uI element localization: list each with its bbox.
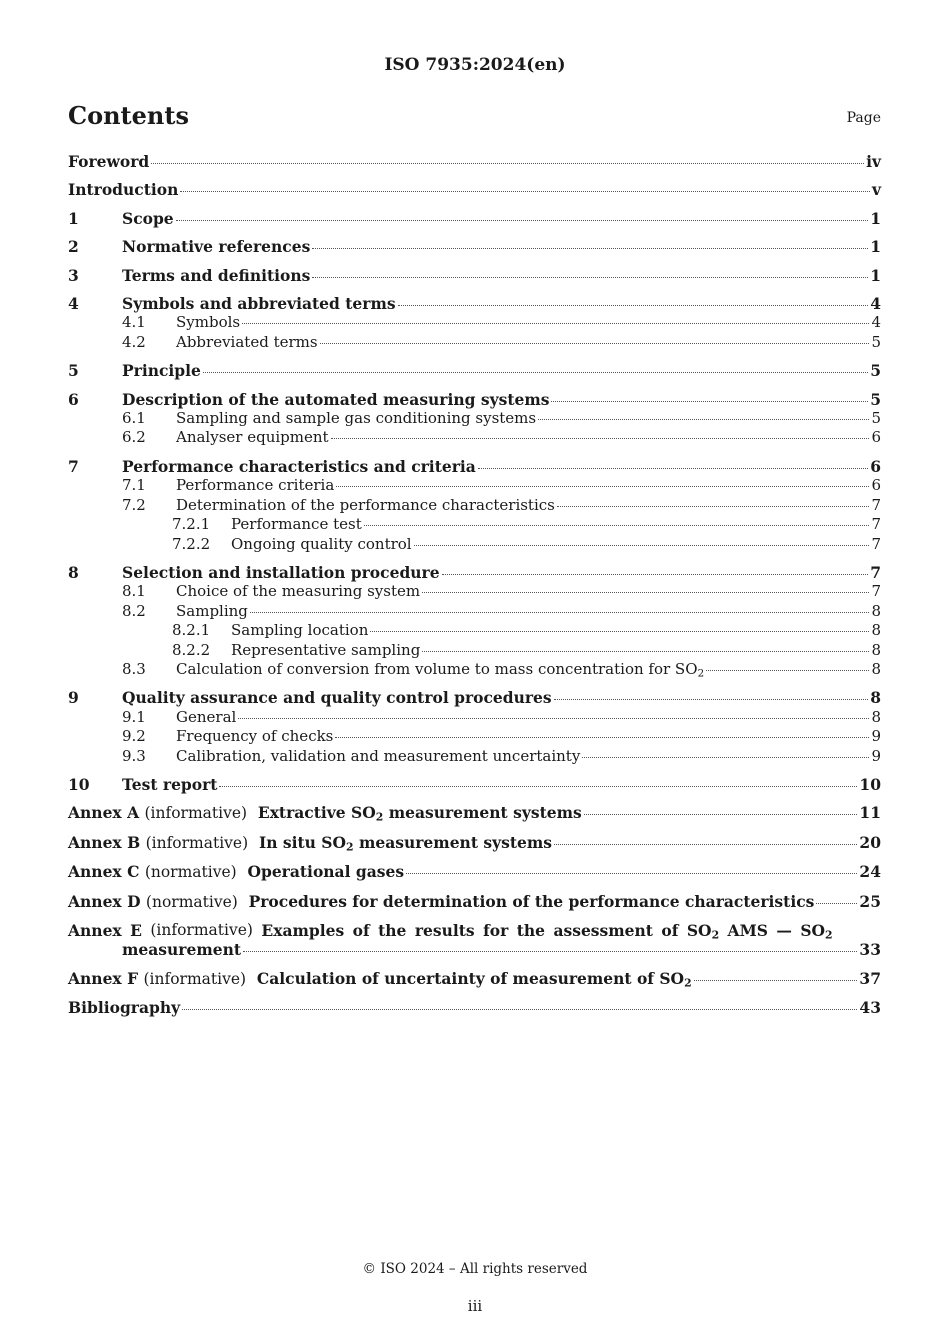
word: results: [414, 921, 475, 940]
toc-number: 7: [68, 456, 79, 476]
toc-number: 8.2.1: [172, 621, 211, 640]
toc-number: 1: [68, 208, 79, 228]
toc-entry-9-3[interactable]: [68, 747, 881, 766]
footer-copyright: © ISO 2024 – All rights reserved: [362, 1261, 588, 1277]
toc-page: 20: [859, 832, 881, 852]
dot-leader: [557, 506, 870, 507]
toc-label: Performance characteristics and criteria: [122, 456, 476, 476]
toc-entry-4[interactable]: [68, 294, 881, 313]
toc-page: v: [871, 180, 881, 200]
toc-number: 10: [68, 774, 90, 794]
toc-page: 6: [871, 476, 881, 495]
dot-leader: [331, 438, 870, 439]
toc-number: 9.3: [122, 746, 146, 765]
toc-page: 33: [859, 940, 881, 960]
toc-number: 9.2: [122, 727, 146, 746]
toc-entry-9-2[interactable]: [68, 727, 881, 746]
dot-leader: [554, 699, 869, 700]
toc-number: 9.1: [122, 707, 146, 726]
annex-type: (normative): [144, 863, 237, 882]
toc-entry-9[interactable]: [68, 688, 881, 707]
toc-entry-foreword[interactable]: [68, 152, 881, 171]
line-end-spacer: [841, 921, 881, 940]
subscript: 2: [346, 840, 354, 854]
toc-page: 5: [870, 389, 881, 409]
toc-page: 37: [859, 968, 881, 988]
toc-label: [68, 969, 692, 989]
toc-label: [68, 862, 404, 882]
toc-entry-annex-d[interactable]: [68, 892, 881, 912]
subscript: 2: [711, 928, 720, 942]
toc-page: iv: [866, 152, 881, 171]
toc-number: 8.2.2: [172, 640, 211, 659]
toc-entry-8-3[interactable]: [68, 660, 881, 679]
toc-label: Abbreviated terms: [176, 332, 318, 351]
subscript: 2: [375, 811, 384, 825]
toc-entry-9-1[interactable]: [68, 708, 881, 727]
toc-entry-introduction[interactable]: [68, 180, 881, 199]
annex-title-rest: measurement systems: [383, 803, 582, 823]
dot-leader: [582, 757, 869, 758]
dot-leader: [312, 248, 868, 249]
toc-entry-annex-c[interactable]: [68, 862, 881, 882]
dot-leader: [243, 951, 857, 952]
dot-leader: [320, 343, 870, 344]
dot-leader: [422, 592, 869, 593]
toc-page: 8: [871, 659, 881, 678]
toc-number: 5: [68, 361, 79, 381]
toc-page: 7: [871, 582, 881, 601]
word-so2: [800, 921, 832, 940]
toc-page: 9: [871, 746, 881, 765]
toc-label: Bibliography: [68, 998, 181, 1018]
toc-number: 8.2: [122, 601, 146, 620]
word: assessment: [553, 921, 653, 940]
word: SO: [686, 921, 712, 940]
word: —: [776, 921, 792, 940]
toc-label: Sampling: [176, 601, 248, 620]
dot-leader: [406, 873, 857, 874]
subscript: 2: [684, 976, 692, 990]
toc-entry-7-1[interactable]: [68, 476, 881, 495]
toc-label: measurement: [122, 940, 242, 960]
toc-label: Selection and installation procedure: [122, 562, 440, 582]
toc-entry-7-2[interactable]: [68, 496, 881, 515]
dot-leader: [219, 786, 857, 787]
toc-entry-2[interactable]: [68, 237, 881, 256]
footer-page-number: iii: [467, 1297, 483, 1315]
dot-leader: [478, 468, 868, 469]
toc-label: Performance test: [231, 515, 362, 534]
toc-label: Choice of the measuring system: [176, 582, 421, 601]
toc-page: 43: [859, 998, 881, 1018]
toc-entry-7-2-2[interactable]: [68, 535, 881, 554]
dot-leader: [242, 323, 869, 324]
toc-page: 1: [870, 265, 881, 285]
dot-leader: [694, 980, 858, 981]
annex-name: Annex C: [68, 862, 140, 882]
toc-label-text: Calculation of conversion from volume to mass concentration for SO: [176, 659, 698, 678]
dot-leader: [336, 486, 869, 487]
dot-leader: [203, 372, 868, 373]
toc-number: 2: [68, 237, 79, 257]
toc-label: Scope: [122, 208, 174, 228]
word: for: [483, 921, 509, 940]
dot-leader: [538, 419, 869, 420]
annex-title: Extractive SO: [257, 803, 376, 823]
toc-entry-7[interactable]: [68, 457, 881, 476]
toc-entry-4-1[interactable]: [68, 313, 881, 332]
toc-page: 5: [871, 409, 881, 428]
word: Examples: [261, 921, 345, 940]
toc-entry-bibliography[interactable]: [68, 998, 881, 1017]
annex-type: (informative): [150, 921, 253, 939]
toc-label: Determination of the performance characteristics: [176, 495, 555, 514]
toc-number: 9: [68, 688, 79, 708]
toc-number: 8: [68, 562, 79, 582]
toc-entry-1[interactable]: [68, 209, 881, 228]
toc-page: 7: [871, 495, 881, 514]
word: of: [352, 921, 370, 940]
annex-e-line-1: [68, 921, 881, 940]
toc-number: 4.1: [122, 313, 146, 332]
word: E: [130, 921, 142, 940]
toc-label: Ongoing quality control: [231, 534, 412, 553]
toc-number: 7.2: [122, 495, 146, 514]
toc-label: Quality assurance and quality control procedures: [122, 688, 552, 708]
toc-label: Symbols and abbreviated terms: [122, 294, 396, 314]
toc-entry-8-2-2[interactable]: [68, 641, 881, 660]
toc-label: Representative sampling: [231, 640, 421, 659]
toc-page: 4: [870, 294, 881, 314]
dot-leader: [312, 277, 868, 278]
annex-name: Annex D: [68, 891, 141, 911]
toc-label: Normative references: [122, 237, 311, 257]
toc-number: 6: [68, 389, 79, 409]
toc-label: [68, 833, 552, 853]
toc-entry-annex-a[interactable]: [68, 803, 881, 823]
toc-label: Foreword: [68, 152, 150, 171]
toc-entry-annex-e[interactable]: [68, 921, 881, 960]
dot-leader: [414, 545, 870, 546]
toc-label: General: [176, 707, 237, 726]
dot-leader: [816, 903, 857, 904]
toc-label: Terms and definitions: [122, 265, 311, 285]
annex-type: (informative): [144, 804, 248, 823]
toc-entry-6[interactable]: [68, 390, 881, 409]
toc-label: [68, 892, 814, 912]
toc-page: 6: [870, 456, 881, 476]
annex-type: (normative): [145, 892, 238, 911]
document-id: ISO 7935:2024(en): [384, 55, 566, 75]
toc-label: Test report: [122, 774, 218, 794]
toc-label: Sampling location: [231, 621, 369, 640]
toc-page: 7: [870, 562, 881, 582]
toc-page: 1: [870, 237, 881, 257]
dot-leader: [151, 163, 864, 164]
toc-entry-4-2[interactable]: [68, 333, 881, 352]
toc-page: 8: [870, 688, 881, 708]
toc-page: 7: [871, 534, 881, 553]
contents-title: Contents: [68, 101, 189, 130]
word: SO: [800, 921, 826, 940]
toc-number: 6.2: [122, 428, 146, 447]
table-of-contents: [68, 152, 881, 1018]
toc-label: [176, 660, 704, 679]
toc-entry-annex-b[interactable]: [68, 833, 881, 853]
dot-leader: [398, 305, 869, 306]
toc-page: 8: [871, 707, 881, 726]
annex-type: (informative): [145, 833, 249, 852]
toc-number: 7.2.1: [172, 515, 211, 534]
dot-leader: [370, 631, 869, 632]
annex-title: In situ SO: [258, 832, 347, 852]
toc-label: Description of the automated measuring systems: [122, 389, 550, 409]
dot-leader: [706, 670, 869, 671]
annex-title: Calculation of uncertainty of measurement of SO: [256, 968, 685, 988]
toc-label: Sampling and sample gas conditioning systems: [176, 409, 537, 428]
toc-entry-10[interactable]: [68, 775, 881, 794]
annex-type: (informative): [143, 969, 247, 988]
dot-leader: [238, 718, 869, 719]
toc-entry-8[interactable]: [68, 563, 881, 582]
annex-title: Procedures for determination of the performance characteristics: [248, 891, 815, 911]
word: the: [516, 921, 546, 940]
dot-leader: [554, 844, 857, 845]
toc-entry-6-1[interactable]: [68, 409, 881, 428]
dot-leader: [180, 191, 870, 192]
toc-entry-8-2[interactable]: [68, 602, 881, 621]
toc-entry-8-2-1[interactable]: [68, 621, 881, 640]
word-so2: [687, 921, 719, 940]
annex-name: Annex F: [68, 968, 139, 988]
toc-number: 8.3: [122, 659, 146, 678]
word: Annex: [68, 921, 122, 940]
annex-name: Annex A: [68, 803, 140, 823]
toc-entry-5[interactable]: [68, 361, 881, 380]
toc-entry-6-2[interactable]: [68, 428, 881, 447]
toc-page: 8: [871, 601, 881, 620]
dot-leader: [182, 1009, 857, 1010]
dot-leader: [176, 220, 869, 221]
dot-leader: [250, 612, 870, 613]
dot-leader: [422, 651, 869, 652]
dot-leader: [442, 574, 869, 575]
toc-page: 8: [871, 640, 881, 659]
subscript: 2: [825, 928, 833, 942]
toc-page: 5: [871, 332, 881, 351]
annex-e-line-2: [68, 940, 881, 959]
toc-label: Analyser equipment: [176, 428, 329, 447]
word: of: [661, 921, 679, 940]
toc-page: 8: [871, 621, 881, 640]
toc-entry-3[interactable]: [68, 266, 881, 285]
toc-page: 10: [859, 774, 881, 794]
toc-page: 6: [871, 428, 881, 447]
toc-entry-7-2-1[interactable]: [68, 515, 881, 534]
toc-number: 8.1: [122, 582, 146, 601]
toc-entry-annex-f[interactable]: [68, 969, 881, 989]
word: AMS: [727, 921, 768, 940]
toc-number: 4.2: [122, 332, 146, 351]
toc-number: 4: [68, 294, 79, 314]
toc-number: 7.2.2: [172, 534, 211, 553]
toc-page: 4: [871, 313, 881, 332]
toc-page: 7: [871, 515, 881, 534]
toc-number: 6.1: [122, 409, 146, 428]
dot-leader: [551, 401, 868, 402]
toc-label: Symbols: [176, 313, 241, 332]
toc-label: Performance criteria: [176, 476, 335, 495]
toc-label: Principle: [122, 361, 201, 381]
toc-page: 25: [859, 891, 881, 911]
toc-number: 3: [68, 265, 79, 285]
dot-leader: [335, 737, 869, 738]
toc-label: Frequency of checks: [176, 727, 334, 746]
word: the: [378, 921, 407, 940]
toc-page: 11: [859, 803, 881, 823]
toc-page: 1: [870, 208, 881, 228]
annex-name: Annex B: [68, 832, 141, 852]
toc-label: Introduction: [68, 180, 179, 200]
toc-label: Calibration, validation and measurement uncertainty: [176, 746, 581, 765]
annex-title: Operational gases: [247, 862, 405, 882]
toc-page: 5: [870, 361, 881, 381]
toc-entry-8-1[interactable]: [68, 582, 881, 601]
dot-leader: [584, 814, 858, 815]
toc-number: 7.1: [122, 476, 146, 495]
annex-title-rest: measurement systems: [353, 832, 552, 852]
dot-leader: [364, 525, 870, 526]
page-column-label: Page: [846, 110, 881, 126]
toc-page: 24: [859, 862, 881, 882]
subscript: 2: [697, 667, 705, 680]
toc-label: [68, 803, 582, 823]
toc-page: 9: [871, 727, 881, 746]
